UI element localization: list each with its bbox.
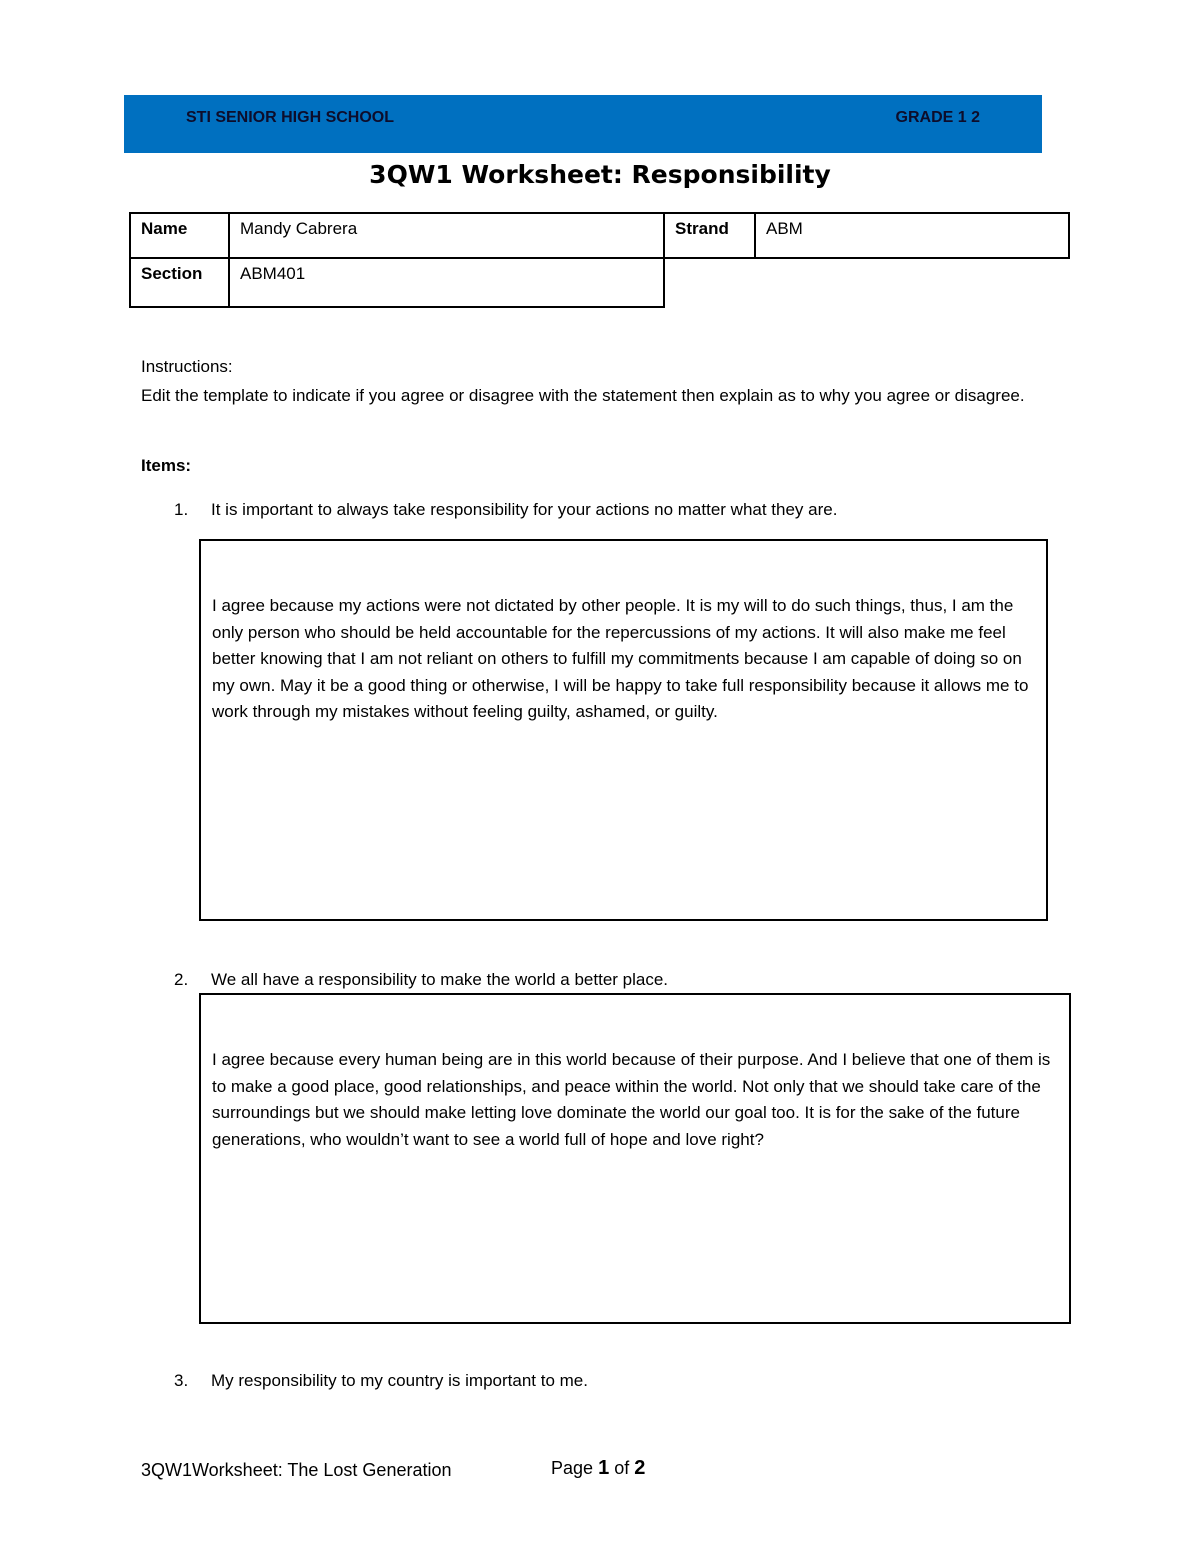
page-number xyxy=(551,1457,645,1480)
of-word: of xyxy=(614,1458,630,1478)
item-number: 1. xyxy=(174,500,189,519)
item-1 xyxy=(141,500,837,520)
instructions xyxy=(141,352,1041,410)
item-statement: We all have a responsibility to make the world a better place. xyxy=(211,970,669,989)
footer-doc-title: 3QW1Worksheet: The Lost Generation xyxy=(141,1460,452,1480)
items-label: Items: xyxy=(141,456,192,475)
page-word: Page xyxy=(551,1458,594,1478)
page-total: 2 xyxy=(634,1457,646,1479)
item-3 xyxy=(141,1371,588,1391)
section-field[interactable]: ABM401 xyxy=(228,257,665,308)
page-current: 1 xyxy=(598,1457,610,1479)
school-name: STI SENIOR HIGH SCHOOL xyxy=(186,109,395,126)
name-field[interactable]: Mandy Cabrera xyxy=(228,212,665,259)
instructions-heading: Instructions: xyxy=(141,357,233,376)
grade-label: GRADE 1 2 xyxy=(895,109,980,126)
item-2 xyxy=(141,970,668,990)
page-title: 3QW1 Worksheet: Responsibility xyxy=(369,160,831,189)
answer-box-1[interactable]: I agree because my actions were not dictated by other people. It is my will to do such things, thus, I am the only person who should be held accountable for the repercussions of my actions. It will also make me feel better knowing that I am not reliant on others to fulfill my commitments because I am capable of doing so on my own. May it be a good thing or otherwise, I will be happy to take full responsibility because it allows me to work through my mistakes without feeling guilty, ashamed, or guilty. xyxy=(199,539,1048,921)
item-statement: My responsibility to my country is important to me. xyxy=(211,1371,588,1390)
name-label: Name xyxy=(129,212,230,259)
strand-label: Strand xyxy=(663,212,756,259)
item-number: 2. xyxy=(174,970,189,989)
section-label: Section xyxy=(129,257,230,308)
item-number: 3. xyxy=(174,1371,189,1390)
instructions-text: Edit the template to indicate if you agree or disagree with the statement then explain as to why you agree or disagree. xyxy=(141,386,1025,405)
answer-box-2[interactable]: I agree because every human being are in this world because of their purpose. And I believe that one of them is to make a good place, good relationships, and peace within the world. Not only that we should take care of the surroundings but we should make letting love dominate the world our goal too. It is for the sake of the future generations, who wouldn’t want to see a world full of hope and love right? xyxy=(199,993,1071,1324)
strand-field[interactable]: ABM xyxy=(754,212,1070,259)
header-banner xyxy=(124,95,1042,153)
item-statement: It is important to always take responsibility for your actions no matter what they are. xyxy=(211,500,838,519)
